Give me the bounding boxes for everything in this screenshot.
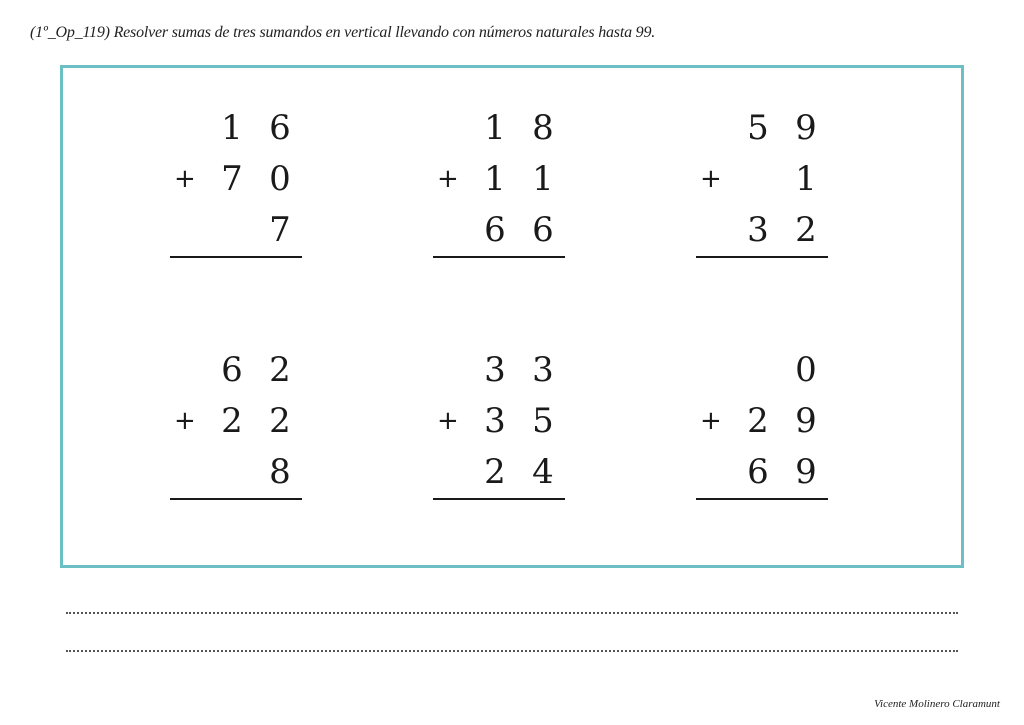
addition-problem	[694, 350, 834, 510]
plus-sign: +	[437, 406, 459, 436]
units-digit: 6	[269, 108, 291, 148]
units-digit: 3	[532, 350, 554, 390]
addend-row	[431, 401, 571, 441]
plus-sign: +	[174, 164, 196, 194]
units-digit: 9	[795, 452, 817, 492]
addend-row	[168, 159, 308, 199]
worksheet-title: (1º_Op_119) Resolver sumas de tres sumandos en vertical llevando con números naturales hasta 99.	[30, 24, 656, 41]
addend-row	[168, 452, 308, 492]
sum-underline	[433, 256, 565, 258]
addition-problem	[694, 108, 834, 268]
addend-row	[431, 350, 571, 390]
units-digit: 2	[795, 210, 817, 250]
addend-row	[168, 108, 308, 148]
sum-underline	[433, 498, 565, 500]
addition-problem	[431, 350, 571, 510]
addition-problem	[431, 108, 571, 268]
units-digit: 1	[532, 159, 554, 199]
tens-digit: 2	[221, 401, 243, 441]
tens-digit: 1	[221, 108, 243, 148]
units-digit: 7	[269, 210, 291, 250]
tens-digit: 1	[484, 108, 506, 148]
addend-row	[694, 159, 834, 199]
addend-row	[168, 350, 308, 390]
tens-digit: 1	[484, 159, 506, 199]
tens-digit: 3	[747, 210, 769, 250]
tens-digit: 6	[747, 452, 769, 492]
sum-underline	[170, 498, 302, 500]
addend-row	[694, 210, 834, 250]
tens-digit: 6	[484, 210, 506, 250]
tens-digit: 7	[221, 159, 243, 199]
addend-row	[431, 108, 571, 148]
units-digit: 9	[795, 108, 817, 148]
addend-row	[694, 350, 834, 390]
plus-sign: +	[700, 164, 722, 194]
addition-problem	[168, 108, 308, 268]
tens-digit: 6	[221, 350, 243, 390]
units-digit: 2	[269, 350, 291, 390]
tens-digit: 2	[484, 452, 506, 492]
units-digit: 2	[269, 401, 291, 441]
plus-sign: +	[700, 406, 722, 436]
addend-row	[694, 108, 834, 148]
answer-line-2[interactable]	[66, 650, 958, 652]
sum-underline	[696, 498, 828, 500]
units-digit: 0	[269, 159, 291, 199]
tens-digit: 3	[484, 350, 506, 390]
plus-sign: +	[437, 164, 459, 194]
addend-row	[431, 159, 571, 199]
addend-row	[168, 401, 308, 441]
addend-row	[168, 210, 308, 250]
units-digit: 9	[795, 401, 817, 441]
addend-row	[431, 452, 571, 492]
sum-underline	[170, 256, 302, 258]
units-digit: 0	[795, 350, 817, 390]
tens-digit: 5	[747, 108, 769, 148]
units-digit: 4	[532, 452, 554, 492]
units-digit: 6	[532, 210, 554, 250]
units-digit: 5	[532, 401, 554, 441]
units-digit: 8	[269, 452, 291, 492]
author-credit: Vicente Molinero Claramunt	[874, 698, 1000, 710]
tens-digit: 2	[747, 401, 769, 441]
answer-line-1[interactable]	[66, 612, 958, 614]
addend-row	[694, 452, 834, 492]
sum-underline	[696, 256, 828, 258]
units-digit: 8	[532, 108, 554, 148]
plus-sign: +	[174, 406, 196, 436]
tens-digit: 3	[484, 401, 506, 441]
addend-row	[694, 401, 834, 441]
addition-problem	[168, 350, 308, 510]
addend-row	[431, 210, 571, 250]
units-digit: 1	[795, 159, 817, 199]
